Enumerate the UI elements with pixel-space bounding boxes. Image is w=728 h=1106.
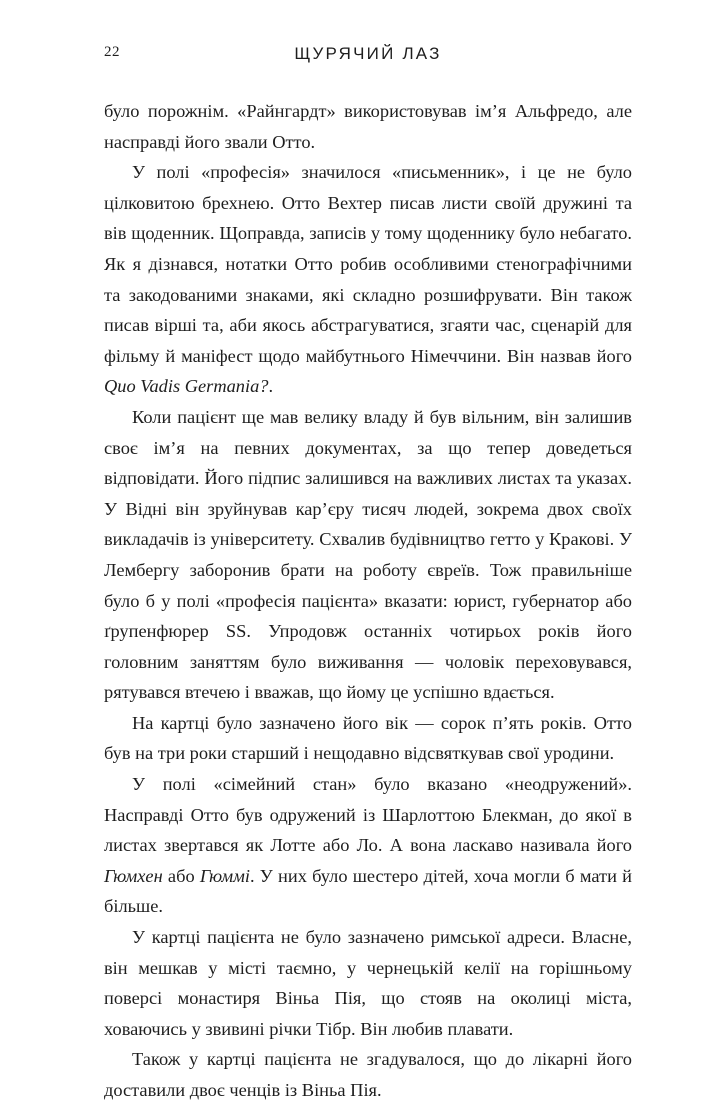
page-number: 22 [104, 44, 120, 60]
paragraph-text-end: . У них було шестеро дітей, хоча могли б мати й більше. [104, 865, 632, 917]
running-head [104, 44, 632, 68]
paragraph-text: Також у картці пацієнта не згадувалося, що до лікарні його доставили двоє ченців із Віньа Пія. [104, 1049, 632, 1100]
paragraph-text: На картці було зазначено його вік — сорок п’ять років. Отто був на три роки старший і нещодавно відсвяткував свої уродини. [104, 712, 632, 764]
paragraph [104, 769, 632, 922]
paragraph-text: У картці пацієнта не було зазначено римської адреси. Власне, він мешкав у місті таємно, у чернецькій келії на горішньому поверсі монастиря Віньа Пія, що стояв на околиці міста, ховаючись у звивині річки Тібр. Він любив плавати. [104, 927, 632, 1039]
paragraph-text: У полі «сімейний стан» було вказано «неодружений». Насправді Отто був одружений із Шарлоттою Блекман, до якої в листах звертався як Лотте або Ло. А вона ласкаво називала його [104, 774, 632, 856]
paragraph [104, 922, 632, 1044]
paragraph [104, 402, 632, 708]
italic-title: Quo Vadis Germania? [104, 376, 269, 397]
paragraph-text: Коли пацієнт ще мав велику владу й був вільним, він залишив своє ім’я на певних документах, за що тепер доведеться відповідати. Його підпис залишився на важливих листах та указах. У Відні він зруйнував кар’єру тисяч людей, зокрема двох своїх викладачів із університету. Схвалив будівництво гетто у Кракові. У Лембергу заборонив брати на роботу євреїв. Тож правильніше було б у полі «професія пацієнта» вказати: юрист, губернатор або ґрупенфюрер SS. Упродовж останніх чотирьох років його головним заняттям було виживання — чоловік переховувався, рятувався втечею і вважав, що йому це успішно вдається. [104, 406, 632, 703]
paragraph-text: було порожнім. «Райнгардт» використовував ім’я Альфредо, але насправді його звали Отто. [104, 101, 632, 152]
italic-nickname: Гюмхен [104, 865, 163, 886]
paragraph-text-middle: або [162, 865, 200, 886]
paragraph [104, 1044, 632, 1105]
paragraph [104, 708, 632, 769]
body-text [104, 96, 632, 1106]
paragraph [104, 157, 632, 402]
running-title: ЩУРЯЧИЙ ЛАЗ [294, 44, 442, 63]
italic-nickname: Гюммі [199, 865, 250, 886]
paragraph-text-end: . [268, 376, 274, 397]
paragraph-text: У полі «професія» значилося «письменник», і це не було цілковитою брехнею. Отто Вехтер писав листи своїй дружині та вів щоденник. Щоправда, записів у тому щоденнику було небагато. Як я дізнався, нотатки Отто робив особливими стенографічними та закодованими знаками, які складно розшифрувати. Він також писав вірші та, аби якось абстрагуватися, згаяти час, сценарій для фільму й маніфест щодо майбутнього Німеччини. Він назвав його [104, 162, 632, 366]
paragraph [104, 96, 632, 157]
